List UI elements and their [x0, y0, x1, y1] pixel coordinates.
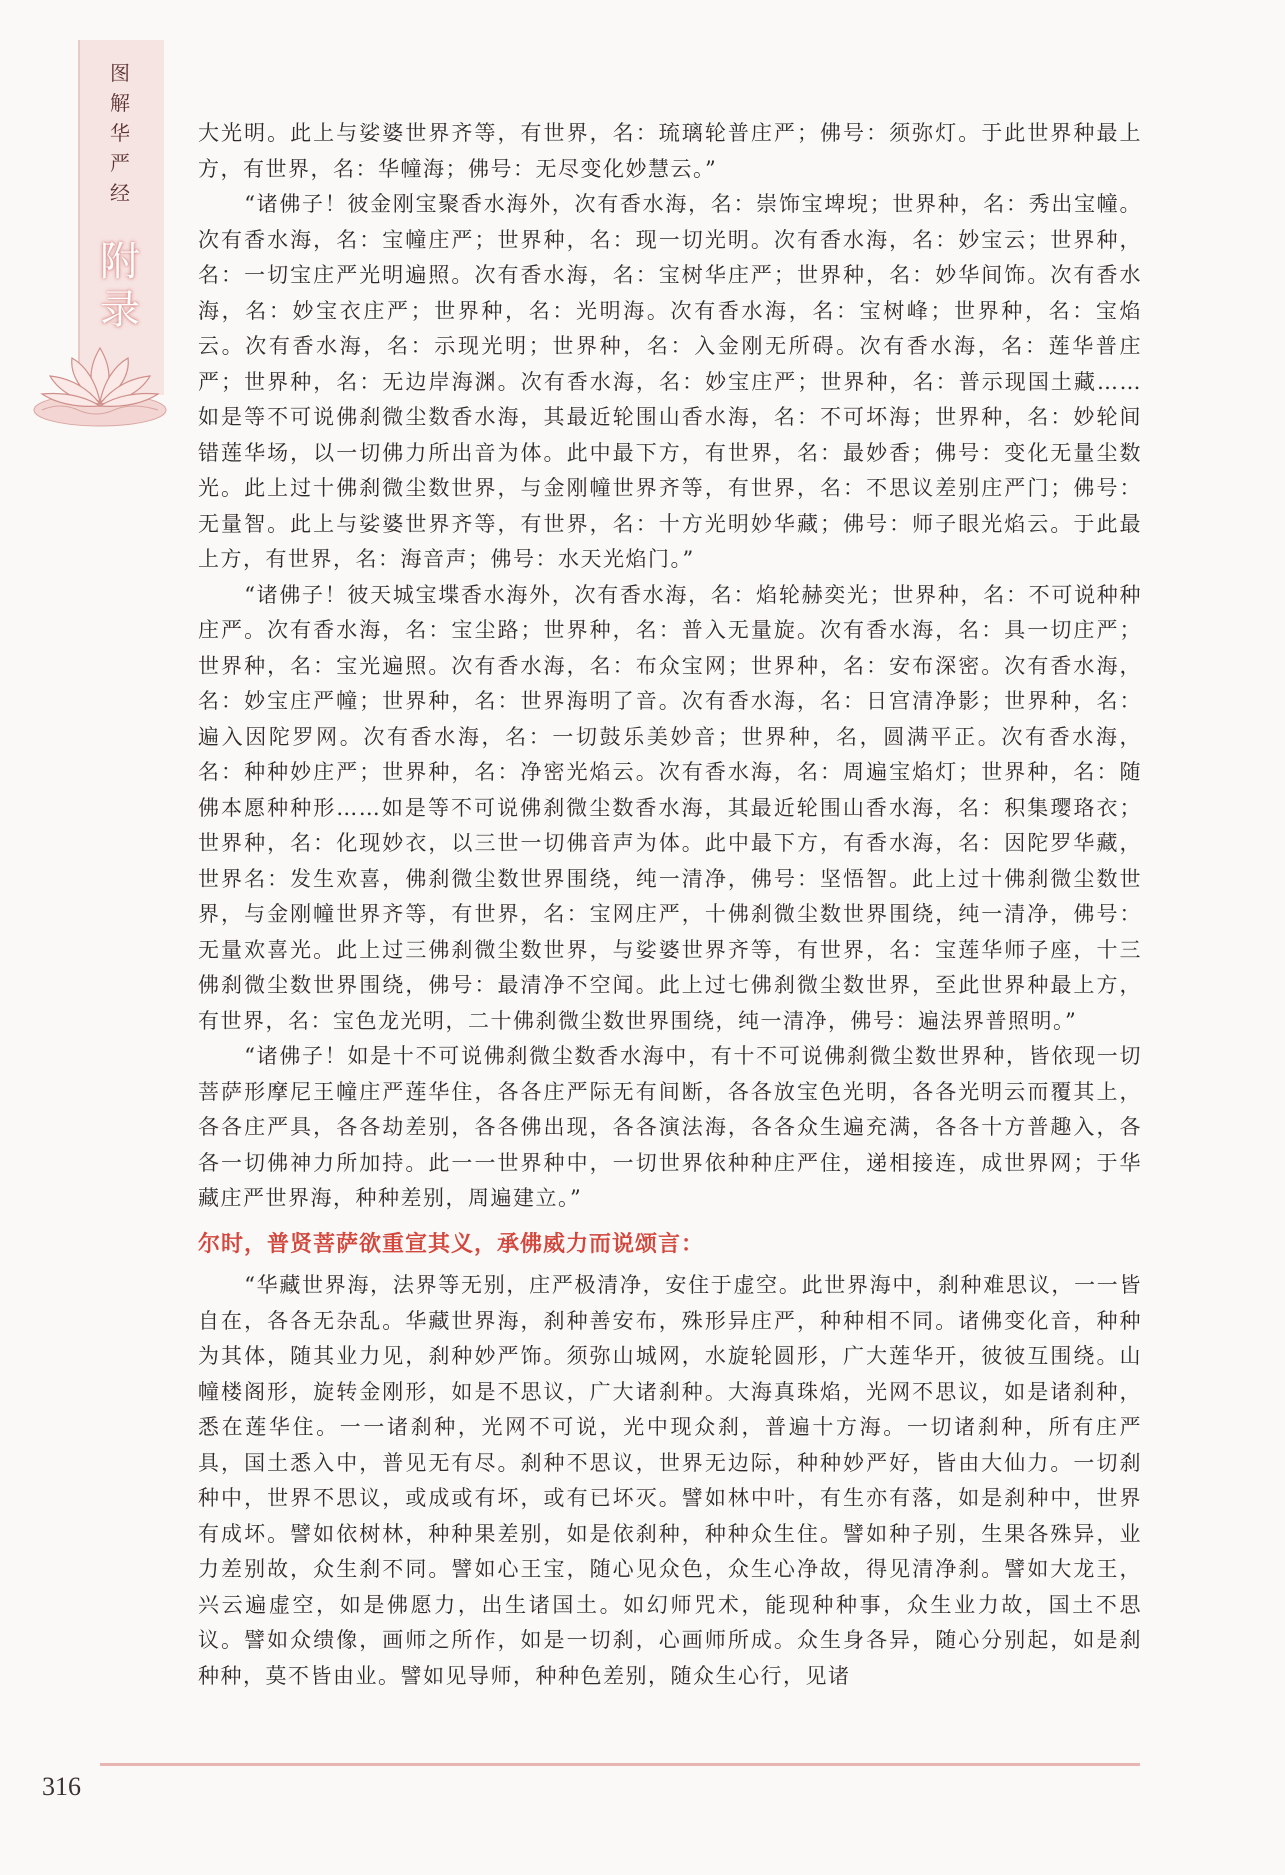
- lotus-icon: [30, 340, 170, 430]
- body-paragraph: “诸佛子！彼金刚宝聚香水海外，次有香水海，名：崇饰宝埤堄；世界种，名：秀出宝幢。次有香水海，名：宝幢庄严；世界种，名：现一切光明。次有香水海，名：妙宝云；世界种，名：一切宝庄严光明遍照。次有香水海，名：宝树华庄严；世界种，名：妙华间饰。次有香水海，名：妙宝衣庄严；世界种，名：光明海。次有香水海，名：宝树峰；世界种，名：宝焰云。次有香水海，名：示现光明；世界种，名：入金刚无所碍。次有香水海，名：莲华普庄严；世界种，名：无边岸海渊。次有香水海，名：妙宝庄严；世界种，名：普示现国土藏……如是等不可说佛刹微尘数香水海，其最近轮围山香水海，名：不可坏海；世界种，名：妙轮间错莲华场，以一切佛力所出音为体。此中最下方，有世界，名：最妙香；佛号：变化无量尘数光。此上过十佛刹微尘数世界，与金刚幢世界齐等，有世界，名：不思议差别庄严门；佛号：无量智。此上与娑婆世界齐等，有世界，名：十方光明妙华藏；佛号：师子眼光焰云。于此最上方，有世界，名：海音声；佛号：水天光焰门。”: [198, 192, 1142, 571]
- main-text: [198, 116, 1142, 1694]
- section-title-char: 录: [100, 287, 140, 333]
- section-title-char: 附: [100, 239, 140, 285]
- page-number: 316: [42, 1772, 81, 1801]
- book-title-char: 图: [110, 61, 130, 85]
- book-title: [98, 58, 142, 208]
- verse-heading: 尔时，普贤菩萨欲重宣其义，承佛威力而说颂言：: [198, 1231, 705, 1257]
- book-title-char: 解: [110, 91, 130, 115]
- footer-rule: [100, 1763, 1140, 1766]
- book-title-char: 严: [110, 151, 130, 175]
- body-paragraph: “诸佛子！彼天城宝堞香水海外，次有香水海，名：焰轮赫奕光；世界种，名：不可说种种庄严。次有香水海，名：宝尘路；世界种，名：普入无量旋。次有香水海，名：具一切庄严；世界种，名：宝光遍照。次有香水海，名：布众宝网；世界种，名：安布深密。次有香水海，名：妙宝庄严幢；世界种，名：世界海明了音。次有香水海，名：日宫清净影；世界种，名：遍入因陀罗网。次有香水海，名：一切鼓乐美妙音；世界种，名，圆满平正。次有香水海，名：种种妙庄严；世界种，名：净密光焰云。次有香水海，名：周遍宝焰灯；世界种，名：随佛本愿种种形……如是等不可说佛刹微尘数香水海，其最近轮围山香水海，名：积集璎珞衣；世界种，名：化现妙衣，以三世一切佛音声为体。此中最下方，有香水海，名：因陀罗华藏，世界名：发生欢喜，佛刹微尘数世界围绕，纯一清净，佛号：坚悟智。此上过十佛刹微尘数世界，与金刚幢世界齐等，有世界，名：宝网庄严，十佛刹微尘数世界围绕，纯一清净，佛号：无量欢喜光。此上过三佛刹微尘数世界，与娑婆世界齐等，有世界，名：宝莲华师子座，十三佛刹微尘数世界围绕，佛号：最清净不空闻。此上过七佛刹微尘数世界，至此世界种最上方，有世界，名：宝色龙光明，二十佛刹微尘数世界围绕，纯一清净，佛号：遍法界普照明。”: [198, 582, 1142, 1033]
- verse-paragraph: “华藏世界海，法界等无别，庄严极清净，安住于虚空。此世界海中，刹种难思议，一一皆自在，各各无杂乱。华藏世界海，刹种善安布，殊形异庄严，种种相不同。诸佛变化音，种种为其体，随其业力见，刹种妙严饰。须弥山城网，水旋轮圆形，广大莲华开，彼彼互围绕。山幢楼阁形，旋转金刚形，如是不思议，广大诸刹种。大海真珠焰，光网不思议，如是诸刹种，悉在莲华住。一一诸刹种，光网不可说，光中现众刹，普遍十方海。一切诸刹种，所有庄严具，国土悉入中，普见无有尽。刹种不思议，世界无边际，种种妙严好，皆由大仙力。一切刹种中，世界不思议，或成或有坏，或有已坏灭。譬如林中叶，有生亦有落，如是刹种中，世界有成坏。譬如依树林，种种果差别，如是依刹种，种种众生住。譬如种子别，生果各殊异，业力差别故，众生刹不同。譬如心王宝，随心见众色，众生心净故，得见清净刹。譬如大龙王，兴云遍虚空，如是佛愿力，出生诸国土。如幻师咒术，能现种种事，众生业力故，国土不思议。譬如众缋像，画师之所作，如是一切刹，心画师所成。众生身各异，随心分别起，如是刹种种，莫不皆由业。譬如见导师，种种色差别，随众生心行，见诸: [198, 1273, 1142, 1688]
- book-title-char: 华: [110, 121, 130, 145]
- body-paragraph: 大光明。此上与娑婆世界齐等，有世界，名：琉璃轮普庄严；佛号：须弥灯。于此世界种最上方，有世界，名：华幢海；佛号：无尽变化妙慧云。”: [198, 121, 1142, 181]
- book-title-char: 经: [110, 181, 130, 205]
- body-paragraph: “诸佛子！如是十不可说佛刹微尘数香水海中，有十不可说佛刹微尘数世界种，皆依现一切菩萨形摩尼王幢庄严莲华住，各各庄严际无有间断，各各放宝色光明，各各光明云而覆其上，各各庄严具，各各劫差别，各各佛出现，各各演法海，各各众生遍充满，各各十方普趣入，各各一切佛神力所加持。此一一世界种中，一切世界依种种庄严住，递相接连，成世界网；于华藏庄严世界海，种种差别，周遍建立。”: [198, 1044, 1142, 1210]
